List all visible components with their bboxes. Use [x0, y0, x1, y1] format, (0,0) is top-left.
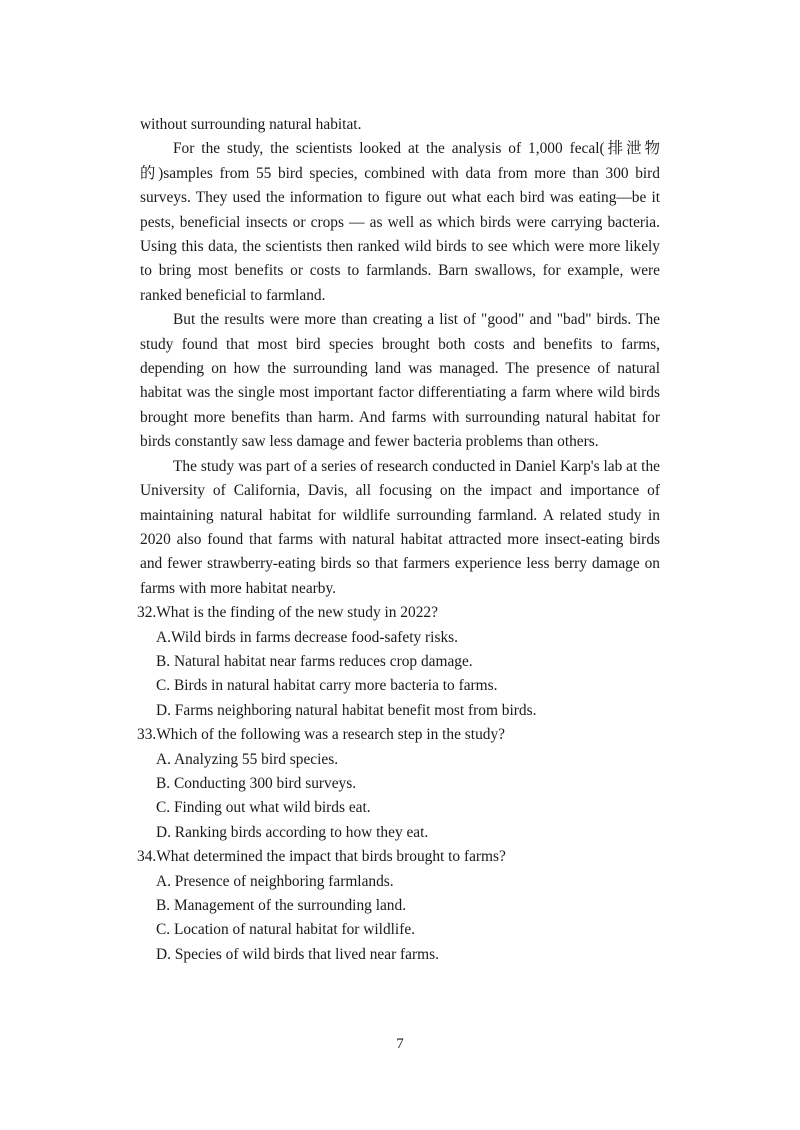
answer-option-a: A.Wild birds in farms decrease food-safety risks. [156, 628, 458, 646]
page-content [137, 113, 660, 967]
passage-paragraph: without surrounding natural habitat. [140, 116, 362, 133]
question-stem: 32.What is the finding of the new study in 2022? [137, 604, 438, 622]
question-stem: 33.Which of the following was a research step in the study? [137, 726, 505, 744]
question-32 [137, 601, 660, 723]
question-34 [137, 845, 660, 967]
answer-option-d: D. Ranking birds according to how they eat. [156, 823, 429, 841]
answer-option-d: D. Farms neighboring natural habitat benefit most from birds. [156, 701, 537, 719]
answer-option-a: A. Analyzing 55 bird species. [156, 750, 339, 768]
page-number: 7 [396, 1036, 404, 1052]
answer-option-d: D. Species of wild birds that lived near farms. [156, 945, 439, 963]
answer-option-b: B. Conducting 300 bird surveys. [156, 774, 357, 792]
answer-option-c: C. Finding out what wild birds eat. [156, 799, 371, 817]
answer-option-a: A. Presence of neighboring farmlands. [156, 872, 394, 890]
passage-paragraph: For the study, the scientists looked at the analysis of 1,000 fecal(排泄物的)samples from 55 bird species, combined with data from more than 300 bird surveys. They used the information to figure out what each bird was eating—be it pests, beneficial insects or crops — as well as which birds were carrying bacteria. Using this data, the scientists then ranked wild birds to see which were more likely to bring most benefits or costs to farmlands. Barn swallows, for example, were ranked beneficial to farmland. [140, 140, 660, 304]
answer-option-b: B. Natural habitat near farms reduces crop damage. [156, 652, 473, 670]
answer-option-c: C. Birds in natural habitat carry more bacteria to farms. [156, 677, 498, 695]
reading-passage [140, 113, 660, 601]
answer-option-b: B. Management of the surrounding land. [156, 897, 407, 914]
passage-paragraph: But the results were more than creating a list of "good" and "bad" birds. The study found that most bird species brought both costs and benefits to farms, depending on how the surrounding land was managed. The presence of natural habitat was the single most important factor differentiating a farm where wild birds brought more benefits than harm. And farms with surrounding natural habitat for birds constantly saw less damage and fewer bacteria problems than others. [140, 311, 660, 451]
question-stem: 34.What determined the impact that birds brought to farms? [137, 848, 506, 866]
answer-option-c: C. Location of natural habitat for wildlife. [156, 921, 415, 939]
passage-paragraph: The study was part of a series of research conducted in Daniel Karp's lab at the University of California, Davis, all focusing on the impact and importance of maintaining natural habitat for wildlife surrounding farmland. A related study in 2020 also found that farms with natural habitat attracted more insect-eating birds and fewer strawberry-eating birds so that farmers experience less berry damage on farms with more habitat nearby. [140, 457, 660, 597]
question-33 [137, 723, 660, 845]
